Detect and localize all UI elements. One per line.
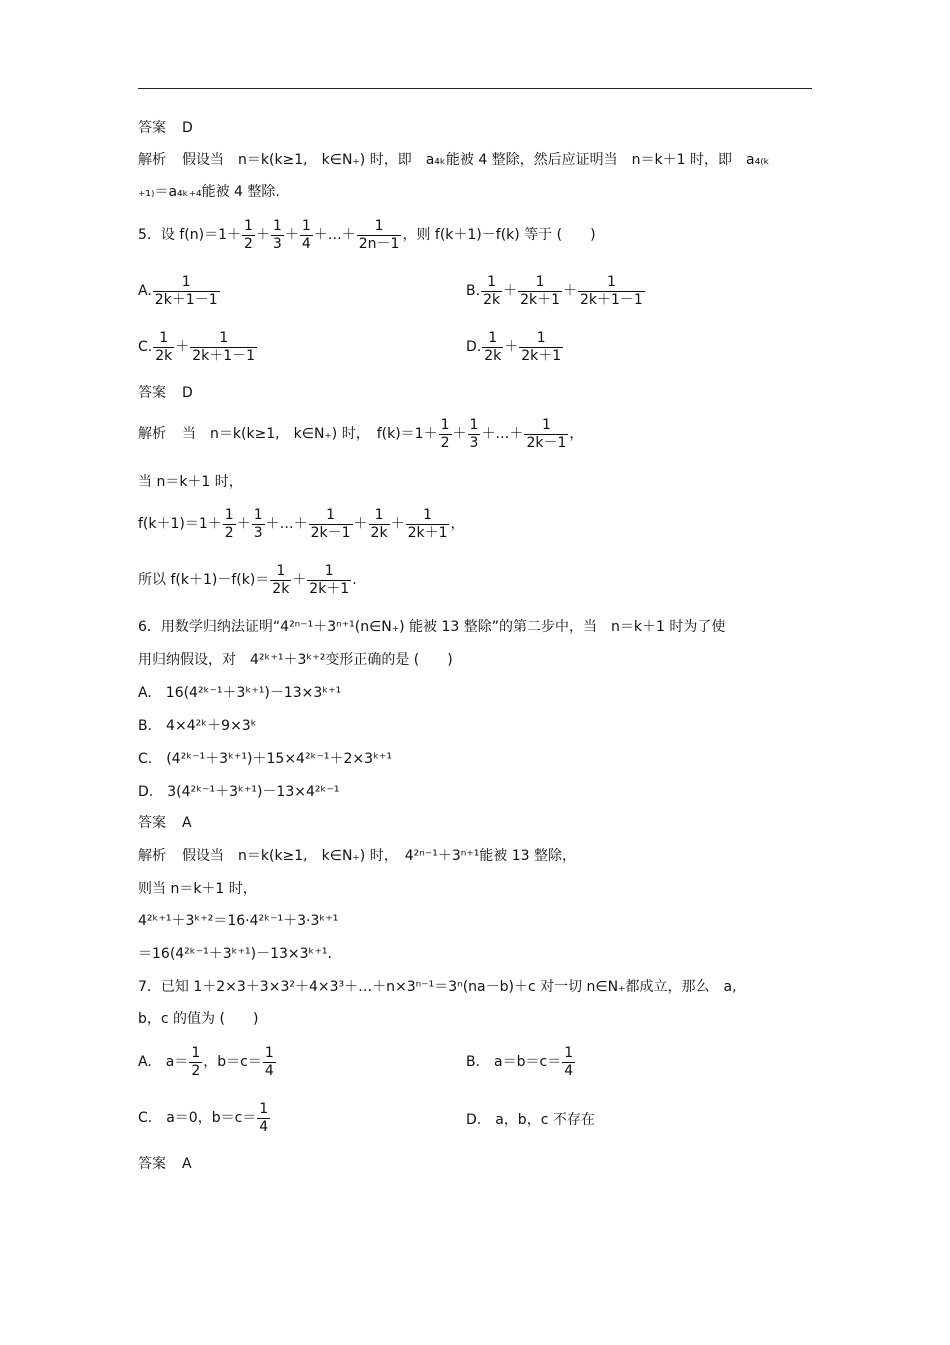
- fraction: [242, 219, 255, 251]
- question-6-stem-2: [138, 653, 453, 667]
- analysis-line-prev-1: [138, 153, 770, 167]
- fraction-numerator: 1: [159, 330, 169, 346]
- fraction: [468, 418, 481, 450]
- analysis-text: 当 n＝k＋1 时，: [138, 474, 243, 490]
- option-b[interactable]: [138, 719, 257, 733]
- analysis-text: 所以 f(k＋1)－f(k)＝: [138, 572, 270, 589]
- analysis-line-q5-3: f(k＋1)＝1＋ $\frac{1}{2}$ ＋ $\frac{1}{3}$ ＋…＋ $\frac{1}{2k-1}$ ＋ $\frac{1}{2k}$ ＋ $\frac{1}{2k+1}$ ，: [138, 507, 465, 541]
- fraction-numerator: 1: [423, 507, 432, 523]
- stem-text: b，c 的值为 ( ): [138, 1011, 259, 1027]
- analysis-line-q6-3: [138, 914, 338, 928]
- fraction-numerator: 1: [374, 218, 384, 234]
- fraction: [519, 331, 563, 363]
- question-5-stem: 5．设 f(n)＝1＋ $\frac{1}{2}$ ＋ $\frac{1}{3}$ ＋ $\frac{1}{4}$ ＋…＋ $\frac{1}{2n-1}$ ，则 f(k＋1)－f(k) 等于 ( ): [138, 218, 596, 252]
- analysis-line-q5-1: 解析 当 n＝k(k≥1, k∈N₊) 时， f(k)＝1＋ $\frac{1}{2}$ ＋ $\frac{1}{3}$ ＋…＋ $\frac{1}{2k-1}$ ，: [138, 417, 584, 451]
- answer-label: 答案: [138, 1156, 166, 1172]
- answer-value: A: [182, 815, 192, 831]
- fraction-denominator: 3: [253, 524, 263, 541]
- fraction-denominator: 2: [244, 235, 253, 252]
- option-c[interactable]: [138, 752, 392, 766]
- fraction-numerator: 1: [374, 507, 384, 523]
- analysis-label: 解析: [138, 426, 166, 443]
- option-a[interactable]: [138, 275, 221, 307]
- analysis-label: 解析: [138, 152, 166, 168]
- fraction: [524, 418, 568, 450]
- fraction-numerator: 1: [224, 507, 234, 523]
- answer-line-q6: [138, 816, 192, 830]
- analysis-text: 当 n＝k(k≥1, k∈N₊) 时， f(k)＝1＋: [182, 426, 438, 443]
- fraction-denominator: 4: [301, 235, 311, 252]
- stem-text: 7．已知 1＋2×3＋3×3²＋4×3³＋…＋n×3ⁿ⁻¹＝3ⁿ(na－b)＋c 对一切 n∈N₊都成立，那么 a,: [138, 979, 737, 995]
- fraction-denominator: 2k: [483, 291, 501, 308]
- fraction: [406, 508, 450, 540]
- fraction-denominator: 2k＋1－1: [192, 347, 256, 364]
- fraction-numerator: 1: [440, 417, 450, 433]
- answer-line-q7: [138, 1157, 192, 1171]
- fraction-numerator: 1: [606, 274, 616, 290]
- fraction: [482, 331, 503, 363]
- fraction: [439, 418, 452, 450]
- fraction: [307, 564, 351, 596]
- fraction: [562, 1046, 575, 1078]
- option-c[interactable]: [138, 1102, 271, 1134]
- option-d[interactable]: D. $\frac{1}{2k}$ ＋ $\frac{1}{2k+1}$: [466, 330, 562, 364]
- fraction: [189, 1046, 202, 1078]
- fraction-numerator: 1: [253, 507, 263, 523]
- stem-text: 5．设 f(n)＝1＋: [138, 227, 241, 244]
- stem-text: ，则 f(k＋1)－f(k) 等于 ( ): [402, 227, 596, 244]
- fraction: [300, 219, 313, 251]
- question-7-stem-1: [138, 980, 737, 994]
- fraction-numerator: 1: [536, 330, 546, 346]
- fraction-denominator: 2: [224, 524, 234, 541]
- fraction: [270, 564, 291, 596]
- fraction-numerator: 1: [264, 1045, 274, 1061]
- fraction-denominator: 2k: [272, 580, 290, 597]
- fraction-numerator: 1: [487, 274, 497, 290]
- fraction-numerator: 1: [301, 218, 311, 234]
- fraction-numerator: 1: [469, 417, 479, 433]
- fraction-numerator: 1: [219, 330, 229, 346]
- analysis-line-prev-2: [138, 185, 280, 199]
- option-b[interactable]: [466, 1046, 576, 1078]
- option-text: C. a＝0，b＝c＝: [138, 1110, 257, 1127]
- option-text: C. (4²ᵏ⁻¹＋3ᵏ⁺¹)＋15×4²ᵏ⁻¹＋2×3ᵏ⁺¹: [138, 751, 393, 767]
- fraction-denominator: 2k＋1: [309, 580, 350, 597]
- analysis-text: ＝16(4²ᵏ⁻¹＋3ᵏ⁺¹)－13×3ᵏ⁺¹.: [138, 946, 332, 962]
- analysis-text: .: [352, 572, 357, 589]
- analysis-text: ＋…＋: [265, 516, 308, 533]
- fraction-denominator: 3: [469, 434, 479, 451]
- fraction-numerator: 1: [244, 218, 253, 234]
- analysis-line-q5-2: [138, 475, 243, 489]
- fraction: [257, 1102, 270, 1134]
- answer-value: D: [182, 385, 193, 401]
- header-rule: [138, 88, 812, 89]
- analysis-text: 假设当 n＝k(k≥1, k∈N₊) 时， 4²ⁿ⁻¹＋3ⁿ⁺¹能被 13 整除，: [182, 848, 577, 864]
- answer-line-prev: [138, 121, 193, 135]
- fraction-numerator: 1: [259, 1101, 269, 1117]
- analysis-line-q5-4: 所以 f(k＋1)－f(k)＝ $\frac{1}{2k}$ ＋ $\frac{1}{2k+1}$ .: [138, 563, 357, 597]
- fraction-numerator: 1: [272, 218, 282, 234]
- fraction-denominator: 2k: [155, 347, 173, 364]
- fraction: [190, 331, 257, 363]
- answer-value: A: [182, 1156, 192, 1172]
- option-text: A. a＝: [138, 1054, 189, 1071]
- option-text: D. 3(4²ᵏ⁻¹＋3ᵏ⁺¹)－13×4²ᵏ⁻¹: [138, 784, 340, 800]
- fraction-numerator: 1: [191, 1045, 201, 1061]
- fraction-denominator: 4: [264, 1062, 274, 1079]
- option-a[interactable]: [138, 686, 341, 700]
- option-d[interactable]: [138, 785, 339, 799]
- fraction-denominator: 2k－1: [310, 524, 351, 541]
- fraction: [271, 219, 284, 251]
- fraction-denominator: 4: [564, 1062, 574, 1079]
- option-label: C.: [138, 339, 153, 356]
- answer-label: 答案: [138, 120, 166, 136]
- question-7-stem-2: [138, 1012, 258, 1026]
- fraction-denominator: 2k＋1: [520, 291, 560, 308]
- option-label: B.: [466, 283, 481, 300]
- option-a[interactable]: [138, 1046, 277, 1078]
- fraction-numerator: 1: [326, 507, 336, 523]
- fraction: [153, 275, 220, 307]
- fraction-denominator: 2: [191, 1062, 201, 1079]
- answer-label: 答案: [138, 815, 166, 831]
- fraction: [263, 1046, 276, 1078]
- fraction: [578, 275, 645, 307]
- fraction-denominator: 2k＋1－1: [154, 291, 218, 308]
- fraction-denominator: 3: [272, 235, 282, 252]
- fraction: [357, 219, 402, 251]
- fraction-numerator: 1: [181, 274, 191, 290]
- fraction-numerator: 1: [564, 1045, 574, 1061]
- fraction-denominator: 2n－1: [358, 235, 400, 252]
- fraction-denominator: 2: [440, 434, 450, 451]
- fraction-numerator: 1: [276, 563, 286, 579]
- fraction-numerator: 1: [541, 417, 551, 433]
- stem-text: 6．用数学归纳法证明“4²ⁿ⁻¹＋3ⁿ⁺¹(n∈N₊) 能被 13 整除”的第二步中，当 n＝k＋1 时为了使: [138, 619, 726, 635]
- fraction-numerator: 1: [535, 274, 545, 290]
- option-text: B. a＝b＝c＝: [466, 1054, 562, 1071]
- fraction-denominator: 4: [259, 1118, 269, 1135]
- fraction: [309, 508, 353, 540]
- stem-text: ＋…＋: [313, 227, 356, 244]
- fraction-denominator: 2k－1: [526, 434, 567, 451]
- option-label: D.: [466, 339, 482, 356]
- option-c[interactable]: C. $\frac{1}{2k}$ ＋ $\frac{1}{2k+1-1}$: [138, 330, 256, 364]
- answer-label: 答案: [138, 385, 166, 401]
- analysis-text: ，: [569, 426, 584, 443]
- stem-text: 用归纳假设，对 4²ᵏ⁺¹＋3ᵏ⁺²变形正确的是 ( ): [138, 652, 453, 668]
- fraction-numerator: 1: [488, 330, 498, 346]
- option-text: ，b＝c＝: [203, 1054, 262, 1071]
- fraction-numerator: 1: [324, 563, 334, 579]
- fraction: [481, 275, 502, 307]
- option-text: A. 16(4²ᵏ⁻¹＋3ᵏ⁺¹)－13×3ᵏ⁺¹: [138, 685, 342, 701]
- analysis-line-q6-2: [138, 882, 257, 896]
- fraction: [223, 508, 236, 540]
- analysis-text: 则当 n＝k＋1 时，: [138, 881, 257, 897]
- option-d[interactable]: [466, 1113, 595, 1127]
- option-text: D. a，b，c 不存在: [466, 1112, 595, 1128]
- fraction-denominator: 2k＋1: [521, 347, 562, 364]
- analysis-line-q6-1: [138, 849, 576, 863]
- fraction: [369, 508, 390, 540]
- fraction-denominator: 2k: [370, 524, 388, 541]
- fraction: [153, 331, 174, 363]
- analysis-text: 4²ᵏ⁺¹＋3ᵏ⁺²＝16·4²ᵏ⁻¹＋3·3ᵏ⁺¹: [138, 913, 339, 929]
- question-6-stem-1: [138, 620, 725, 634]
- answer-value: D: [182, 120, 193, 136]
- fraction: [252, 508, 265, 540]
- analysis-label: 解析: [138, 848, 166, 864]
- analysis-text: ＋…＋: [481, 426, 524, 443]
- analysis-text: f(k＋1)＝1＋: [138, 516, 222, 533]
- answer-line-q5: [138, 386, 193, 400]
- fraction-denominator: 2k＋1－1: [580, 291, 643, 308]
- analysis-line-q6-4: [138, 947, 332, 961]
- option-text: B. 4×4²ᵏ＋9×3ᵏ: [138, 718, 257, 734]
- fraction-denominator: 2k: [484, 347, 502, 364]
- fraction: [518, 275, 562, 307]
- analysis-text: ，: [450, 516, 465, 533]
- fraction-denominator: 2k＋1: [407, 524, 448, 541]
- analysis-text: ₊₁₎＝a₄ₖ₊₄能被 4 整除.: [138, 184, 280, 200]
- option-b[interactable]: B. $\frac{1}{2k}$ ＋ $\frac{1}{2k+1}$ ＋ $\frac{1}{2k+1-1}$: [466, 274, 643, 308]
- analysis-text: 假设当 n＝k(k≥1, k∈N₊) 时，即 a₄ₖ能被 4 整除，然后应证明当 n＝k＋1 时，即 a₄₍ₖ: [182, 152, 770, 168]
- option-label: A.: [138, 283, 152, 300]
